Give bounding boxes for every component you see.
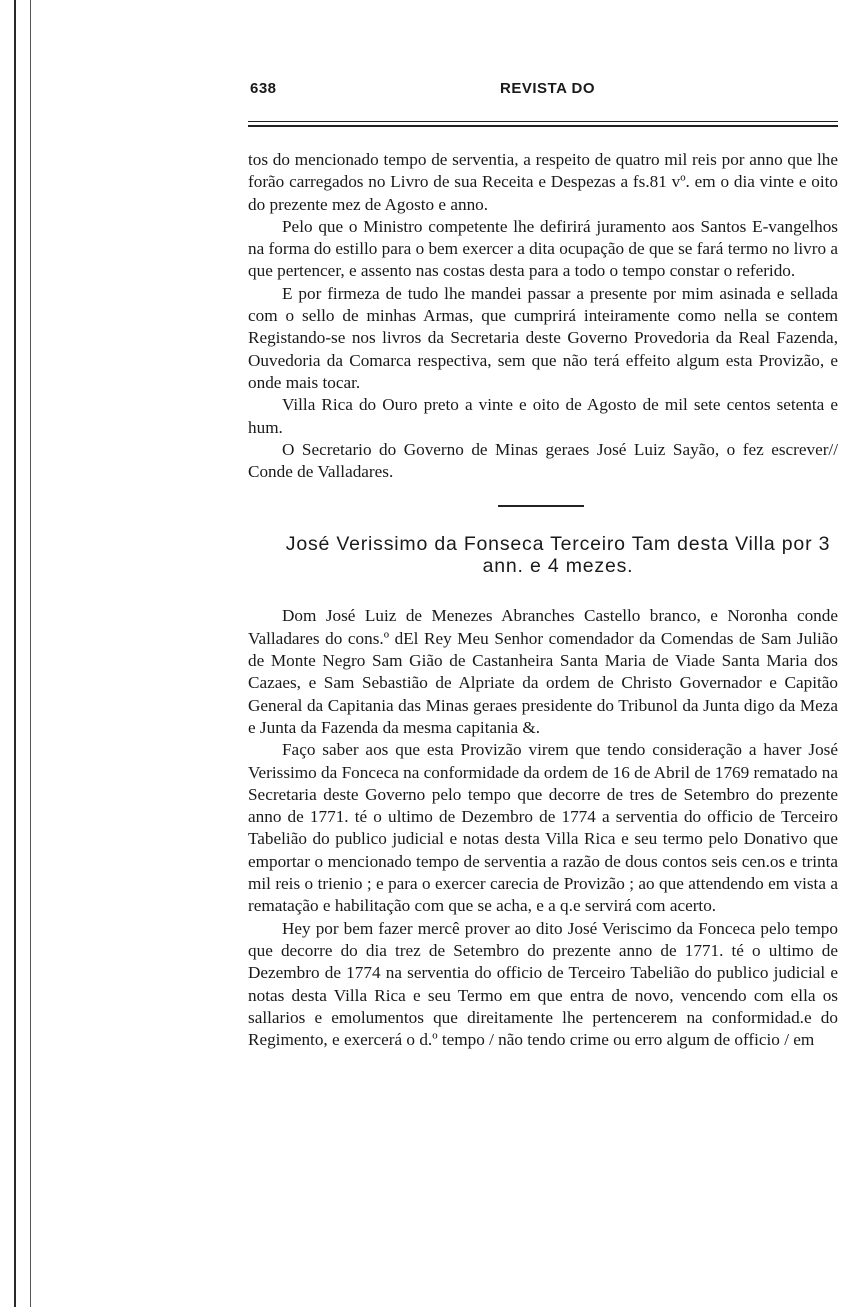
page <box>248 80 838 1051</box>
paragraph: Hey por bem fazer mercê prover ao dito José Veriscimo da Fonceca pelo tempo que decorre do dia trez de Setembro do prezente anno de 1771. té o ultimo de Dezembro de 1774 na serventia do officio de Terceiro Tabelião do publico judicial e notas desta Villa Rica e seu Termo em que entra de novo, vencendo com ella os sallarios e emolumentos que direitamente lhe pertencerem na conformidad.e do Regimento, e exercerá o d.º tempo / não tendo crime ou erro algum de officio / em <box>248 918 838 1050</box>
running-header <box>248 80 838 103</box>
section-heading: José Verissimo da Fonseca Terceiro Tam desta Villa por 3 ann. e 4 mezes. <box>285 533 831 578</box>
section-divider <box>498 505 584 507</box>
body-text-part-1 <box>248 149 838 483</box>
paragraph: Pelo que o Ministro competente lhe defirirá juramento aos Santos E-vangelhos na forma do estillo para o bem exercer a dita ocupação de que se fará termo no livro a que pertencer, e assento nas costas desta para a todo o tempo constar o referido. <box>248 216 838 281</box>
paragraph: Dom José Luiz de Menezes Abranches Castello branco, e Noronha conde Valladares do cons.º dEl Rey Meu Senhor comendador da Comendas de Sam Julião de Monte Negro Sam Gião de Castanheira Santa Maria de Viade Santa Maria dos Cazaes, e Sam Sebastião de Alpriate da ordem de Christo Governador e Capitão General da Capitania das Minas geraes presidente do Tribunol da Junta digo da Meza e Junta da Fazenda da mesma capitania &. <box>248 606 838 737</box>
body-text-part-2 <box>248 605 838 1051</box>
binding-edge-line-inner <box>30 0 31 1307</box>
paragraph: tos do mencionado tempo de serventia, a respeito de quatro mil reis por anno que lhe forão carregados no Livro de sua Receita e Despezas a fs.81 vº. em o dia vinte e oito do prezente mez de Agosto e anno. <box>248 150 838 214</box>
paragraph: E por firmeza de tudo lhe mandei passar a presente por mim asinada e sellada com o sello de minhas Armas, que cumprirá inteiramente como nella se contem Registando-se nos livros da Secretaria deste Governo Provedoria da Real Fazenda, Ouvedoria da Comarca respectiva, sem que não terá effeito algum esta Provizão, e onde mais tocar. <box>248 283 838 392</box>
binding-edge-line <box>14 0 16 1307</box>
paragraph: Villa Rica do Ouro preto a vinte e oito de Agosto de mil sete centos setenta e hum. <box>248 395 838 437</box>
page-number: 638 <box>250 80 277 97</box>
paragraph: O Secretario do Governo de Minas geraes José Luiz Sayão, o fez escrever// Conde de Valladares. <box>248 439 838 482</box>
running-title: REVISTA DO <box>500 80 596 97</box>
paragraph: Faço saber aos que esta Provizão virem que tendo consideração a haver José Verissimo da Fonceca na conformidade da ordem de 16 de Abril de 1769 rematado na Secretaria deste Governo pelo tempo que decorre de tres de Setembro do prezente anno de 1771. té o ultimo de Dezembro de 1774 a serventia do officio de Terceiro Tabelião do publico judicial e notas desta Villa Rica e seu termo pelo Donativo que emportar o mencionado tempo de serventia a razão de dous contos seis cen.os e trinta mil reis o trienio ; e para o exercer carecia de Provizão ; ao que attendendo em vista a rematação e habilitação com que se acha, e a q.e servirá com acerto. <box>248 740 838 916</box>
header-rule <box>248 121 838 127</box>
